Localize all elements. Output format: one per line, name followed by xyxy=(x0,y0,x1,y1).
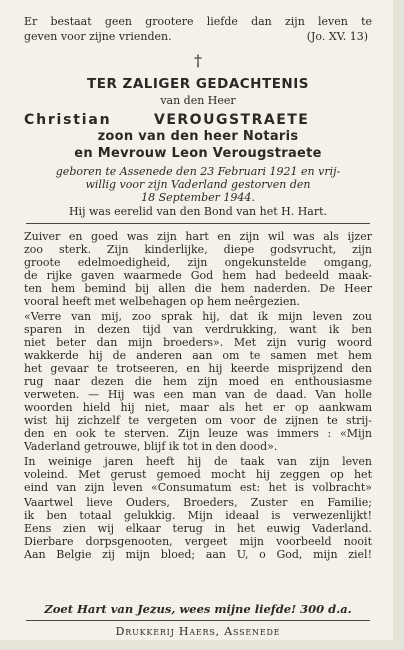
epigraph-line-2-text: geven voor zijne vrienden. xyxy=(24,30,172,43)
eulogy-line: Dierbare dorpsgenooten, vergeet mijn voorbeeld nooit xyxy=(24,535,372,548)
eulogy-line: wist hij zichzelf te vergeten om voor de zijnen te strij- xyxy=(24,414,372,427)
memorial-title: TER ZALIGER GEDACHTENIS xyxy=(87,76,309,92)
eulogy-line: rug naar dezen die hem zijn moed en enthousiasme xyxy=(24,375,372,388)
eulogy-line: Vaderland getrouwe, blijf ik tot in den dood». xyxy=(24,440,278,453)
closing-prayer: Zoet Hart van Jezus, wees mijne liefde! 300 d.a. xyxy=(44,602,352,616)
card-edge-bottom xyxy=(0,640,404,650)
card-edge-right xyxy=(393,0,404,650)
divider-bottom xyxy=(26,620,370,621)
eulogy-line: Eens zien wij elkaar terug in het euwig Vaderland. xyxy=(24,522,372,535)
printer-credit: Drukkerij Haers, Assenede xyxy=(115,625,281,638)
eulogy-line: het gevaar te trotseeren, en hij keerde misprijzend den xyxy=(24,362,372,375)
eulogy-line: sparen in dezen tijd van verdrukking, want ik ben xyxy=(24,323,372,336)
eulogy-line: den en ook te sterven. Zijn leuze was immers : «Mijn xyxy=(24,427,372,440)
eulogy-line: niet beter dan mijn broeders». Met zijn vurig woord xyxy=(24,336,372,349)
eulogy-line: Vaartwel lieve Ouders, Broeders, Zuster en Familie; xyxy=(24,496,372,509)
mother-line: en Mevrouw Leon Verougstraete xyxy=(74,146,322,161)
honor-line: Hij was eerelid van den Bond van het H. Hart. xyxy=(68,205,328,218)
eulogy-line: ten hem bemind bij allen die hem naderden. De Heer xyxy=(24,282,372,295)
eulogy-line: woorden hield hij niet, maar als het er op aankwam xyxy=(24,401,372,414)
eulogy-line: In weinige jaren heeft hij de taak van zijn leven xyxy=(24,455,372,468)
eulogy-line: eind van zijn leven «Consumatum est: het is volbracht» xyxy=(24,481,372,494)
birth-death-line-1: geboren te Assenede den 23 Februari 1921 en vrij- xyxy=(55,165,341,178)
eulogy-line: groote edelmoedigheid, zijn ongekunstelde omgang, xyxy=(24,256,372,269)
eulogy-line: ik ben totaal gelukkig. Mijn ideaal is verwezenlijkt! xyxy=(24,509,372,522)
eulogy-line: Aan Belgie zij mijn bloed; aan U, o God, mijn ziel! xyxy=(24,548,372,561)
eulogy-line: de rijke gaven waarmede God hem had bedeeld maak- xyxy=(24,269,372,282)
cross-icon: † xyxy=(194,51,202,70)
eulogy-line: Zuiver en goed was zijn hart en zijn wil was als ijzer xyxy=(24,230,372,243)
epigraph-line-2 xyxy=(24,30,372,43)
deceased-last-name: VEROUGSTRAETE xyxy=(154,112,310,128)
epigraph-reference: (Jo. XV. 13) xyxy=(306,30,368,43)
memorial-subtitle: van den Heer xyxy=(160,94,236,107)
epigraph-line-1: Er bestaat geen grootere liefde dan zijn leven te xyxy=(24,15,372,28)
birth-death-line-3: 18 September 1944. xyxy=(141,191,255,204)
birth-death-line-2: willig voor zijn Vaderland gestorven den xyxy=(85,178,311,191)
deceased-first-name: Christian xyxy=(24,112,112,128)
father-line: zoon van den heer Notaris xyxy=(97,129,299,144)
eulogy-line: vooral heeft met welbehagen op hem neêrgezien. xyxy=(24,295,301,308)
eulogy-line: zoo sterk. Zijn kinderlijke, diepe godsvrucht, zijn xyxy=(24,243,372,256)
eulogy-line: «Verre van mij, zoo sprak hij, dat ik mijn leven zou xyxy=(24,310,372,323)
eulogy-line: voleind. Met gerust gemoed mocht hij zeggen op het xyxy=(24,468,372,481)
eulogy-line: verweten. — Hij was een man van de daad. Van holle xyxy=(24,388,372,401)
divider-top xyxy=(26,223,370,224)
eulogy-line: wakkerde hij de anderen aan om te samen met hem xyxy=(24,349,372,362)
